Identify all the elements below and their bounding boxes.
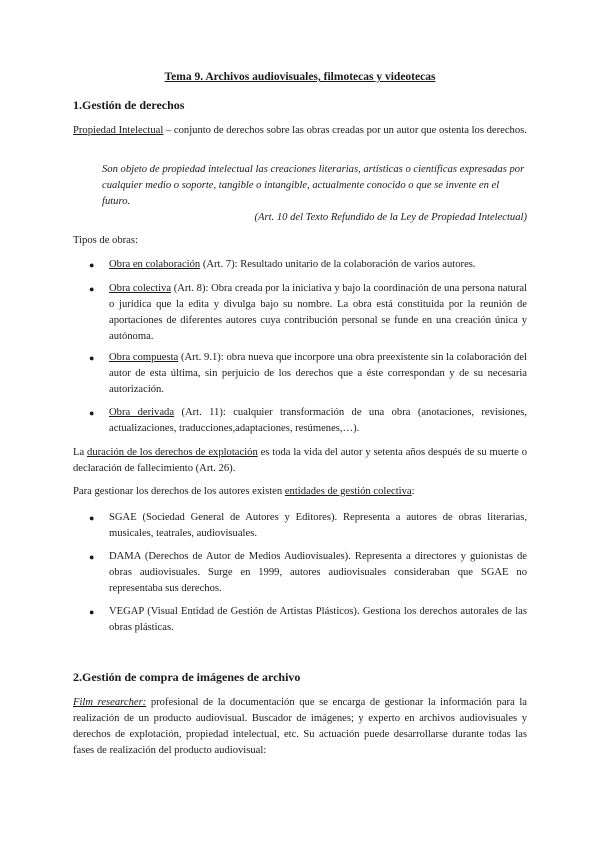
duracion-pre: La	[73, 447, 88, 458]
pi-term: Propiedad Intelectual	[73, 125, 164, 136]
list-item	[89, 510, 527, 542]
tipos-label: Tipos de obras:	[73, 235, 138, 246]
legal-quote	[102, 162, 527, 226]
gestion-post: :	[411, 486, 415, 497]
list-item	[89, 405, 527, 437]
list-item-text: (Art. 11): cualquier transformación de una obra (anotaciones, revisiones, actualizaciones, traducciones,adaptaciones, resúmenes,…).	[109, 407, 527, 434]
bullet-icon: ●	[89, 513, 95, 523]
bullet-icon: ●	[89, 353, 95, 363]
list-item	[89, 281, 527, 345]
list-item-text: VEGAP (Visual Entidad de Gestión de Artistas Plásticos). Gestiona los derechos autorales de las obras plásticas.	[109, 606, 527, 633]
list-item-text: (Art. 9.1): obra nueva que incorpore una obra preexistente sin la colaboración del autor de esta última, sin perjuicio de los derechos que a éste correspondan y de su necesaria autorización.	[109, 352, 527, 395]
list-item-text: DAMA (Derechos de Autor de Medios Audiovisuales). Representa a directores y guionistas de obras audiovisuales. Surge en 1999, autores audiovisuales consideraban que SGAE no representaba sus derechos.	[109, 551, 527, 594]
gestion-term: entidades de gestión colectiva	[284, 486, 412, 497]
gestion-pre: Para gestionar los derechos de los autores existen	[73, 486, 285, 497]
list-item	[89, 350, 527, 398]
section-2-heading: 2.Gestión de compra de imágenes de archivo	[73, 670, 301, 684]
list-item-term: Obra en colaboración	[109, 259, 201, 270]
list-item	[89, 257, 527, 273]
list-item-text: (Art. 8): Obra creada por la iniciativa y bajo la coordinación de una persona natural o jurídica que la edita y divulga bajo su nombre. La obra está constituida por la reunión de aportaciones de diferentes autores cuya contribución personal se funde en una creación única y autónoma.	[109, 283, 527, 342]
list-item	[89, 549, 527, 597]
bullet-icon: ●	[89, 552, 95, 562]
page-title: Tema 9. Archivos audiovisuales, filmotecas y videotecas	[164, 71, 436, 83]
bullet-icon: ●	[89, 260, 95, 270]
gestion-paragraph	[73, 484, 527, 500]
section-1-heading: 1.Gestión de derechos	[73, 98, 185, 112]
pi-def-text: – conjunto de derechos sobre las obras creadas por un autor que ostenta los derechos.	[163, 125, 527, 136]
duracion-post: es toda la vida del autor y setenta años después de su muerte o declaración de fallecimiento (Art. 26).	[73, 447, 528, 474]
film-researcher-paragraph	[73, 695, 527, 759]
list-item	[89, 604, 527, 636]
quote-source: (Art. 10 del Texto Refundido de la Ley de Propiedad Intelectual)	[254, 212, 527, 223]
duracion-paragraph	[73, 445, 527, 477]
quote-text: Son objeto de propiedad intelectual las creaciones literarias, artísticas o científicas expresadas por cualquier medio o soporte, tangible o intangible, actualmente conocido o que se invente en el futuro.	[102, 164, 525, 207]
list-item-text: (Art. 7): Resultado unitario de la colaboración de varios autores.	[200, 259, 476, 270]
film-researcher-text: profesional de la documentación que se encarga de gestionar la información para la realización de un producto audiovisual. Buscador de imágenes; y experto en archivos audiovisuales y derechos de explotación, propiedad intelectual, etc. Su actuación puede desarrollarse durante todas las fases de realización del producto audiovisual:	[73, 697, 527, 756]
list-item-term: Obra compuesta	[109, 352, 179, 363]
bullet-icon: ●	[89, 284, 95, 294]
pi-definition	[73, 123, 527, 139]
list-item-term: Obra derivada	[109, 407, 175, 418]
list-item-text: SGAE (Sociedad General de Autores y Editores). Representa a autores de obras literarias, musicales, teatrales, audiovisuales.	[109, 512, 527, 539]
bullet-icon: ●	[89, 607, 95, 617]
bullet-icon: ●	[89, 408, 95, 418]
duracion-term: duración de los derechos de explotación	[87, 447, 258, 458]
list-item-term: Obra colectiva	[109, 283, 172, 294]
film-researcher-term: Film researcher:	[73, 697, 147, 708]
